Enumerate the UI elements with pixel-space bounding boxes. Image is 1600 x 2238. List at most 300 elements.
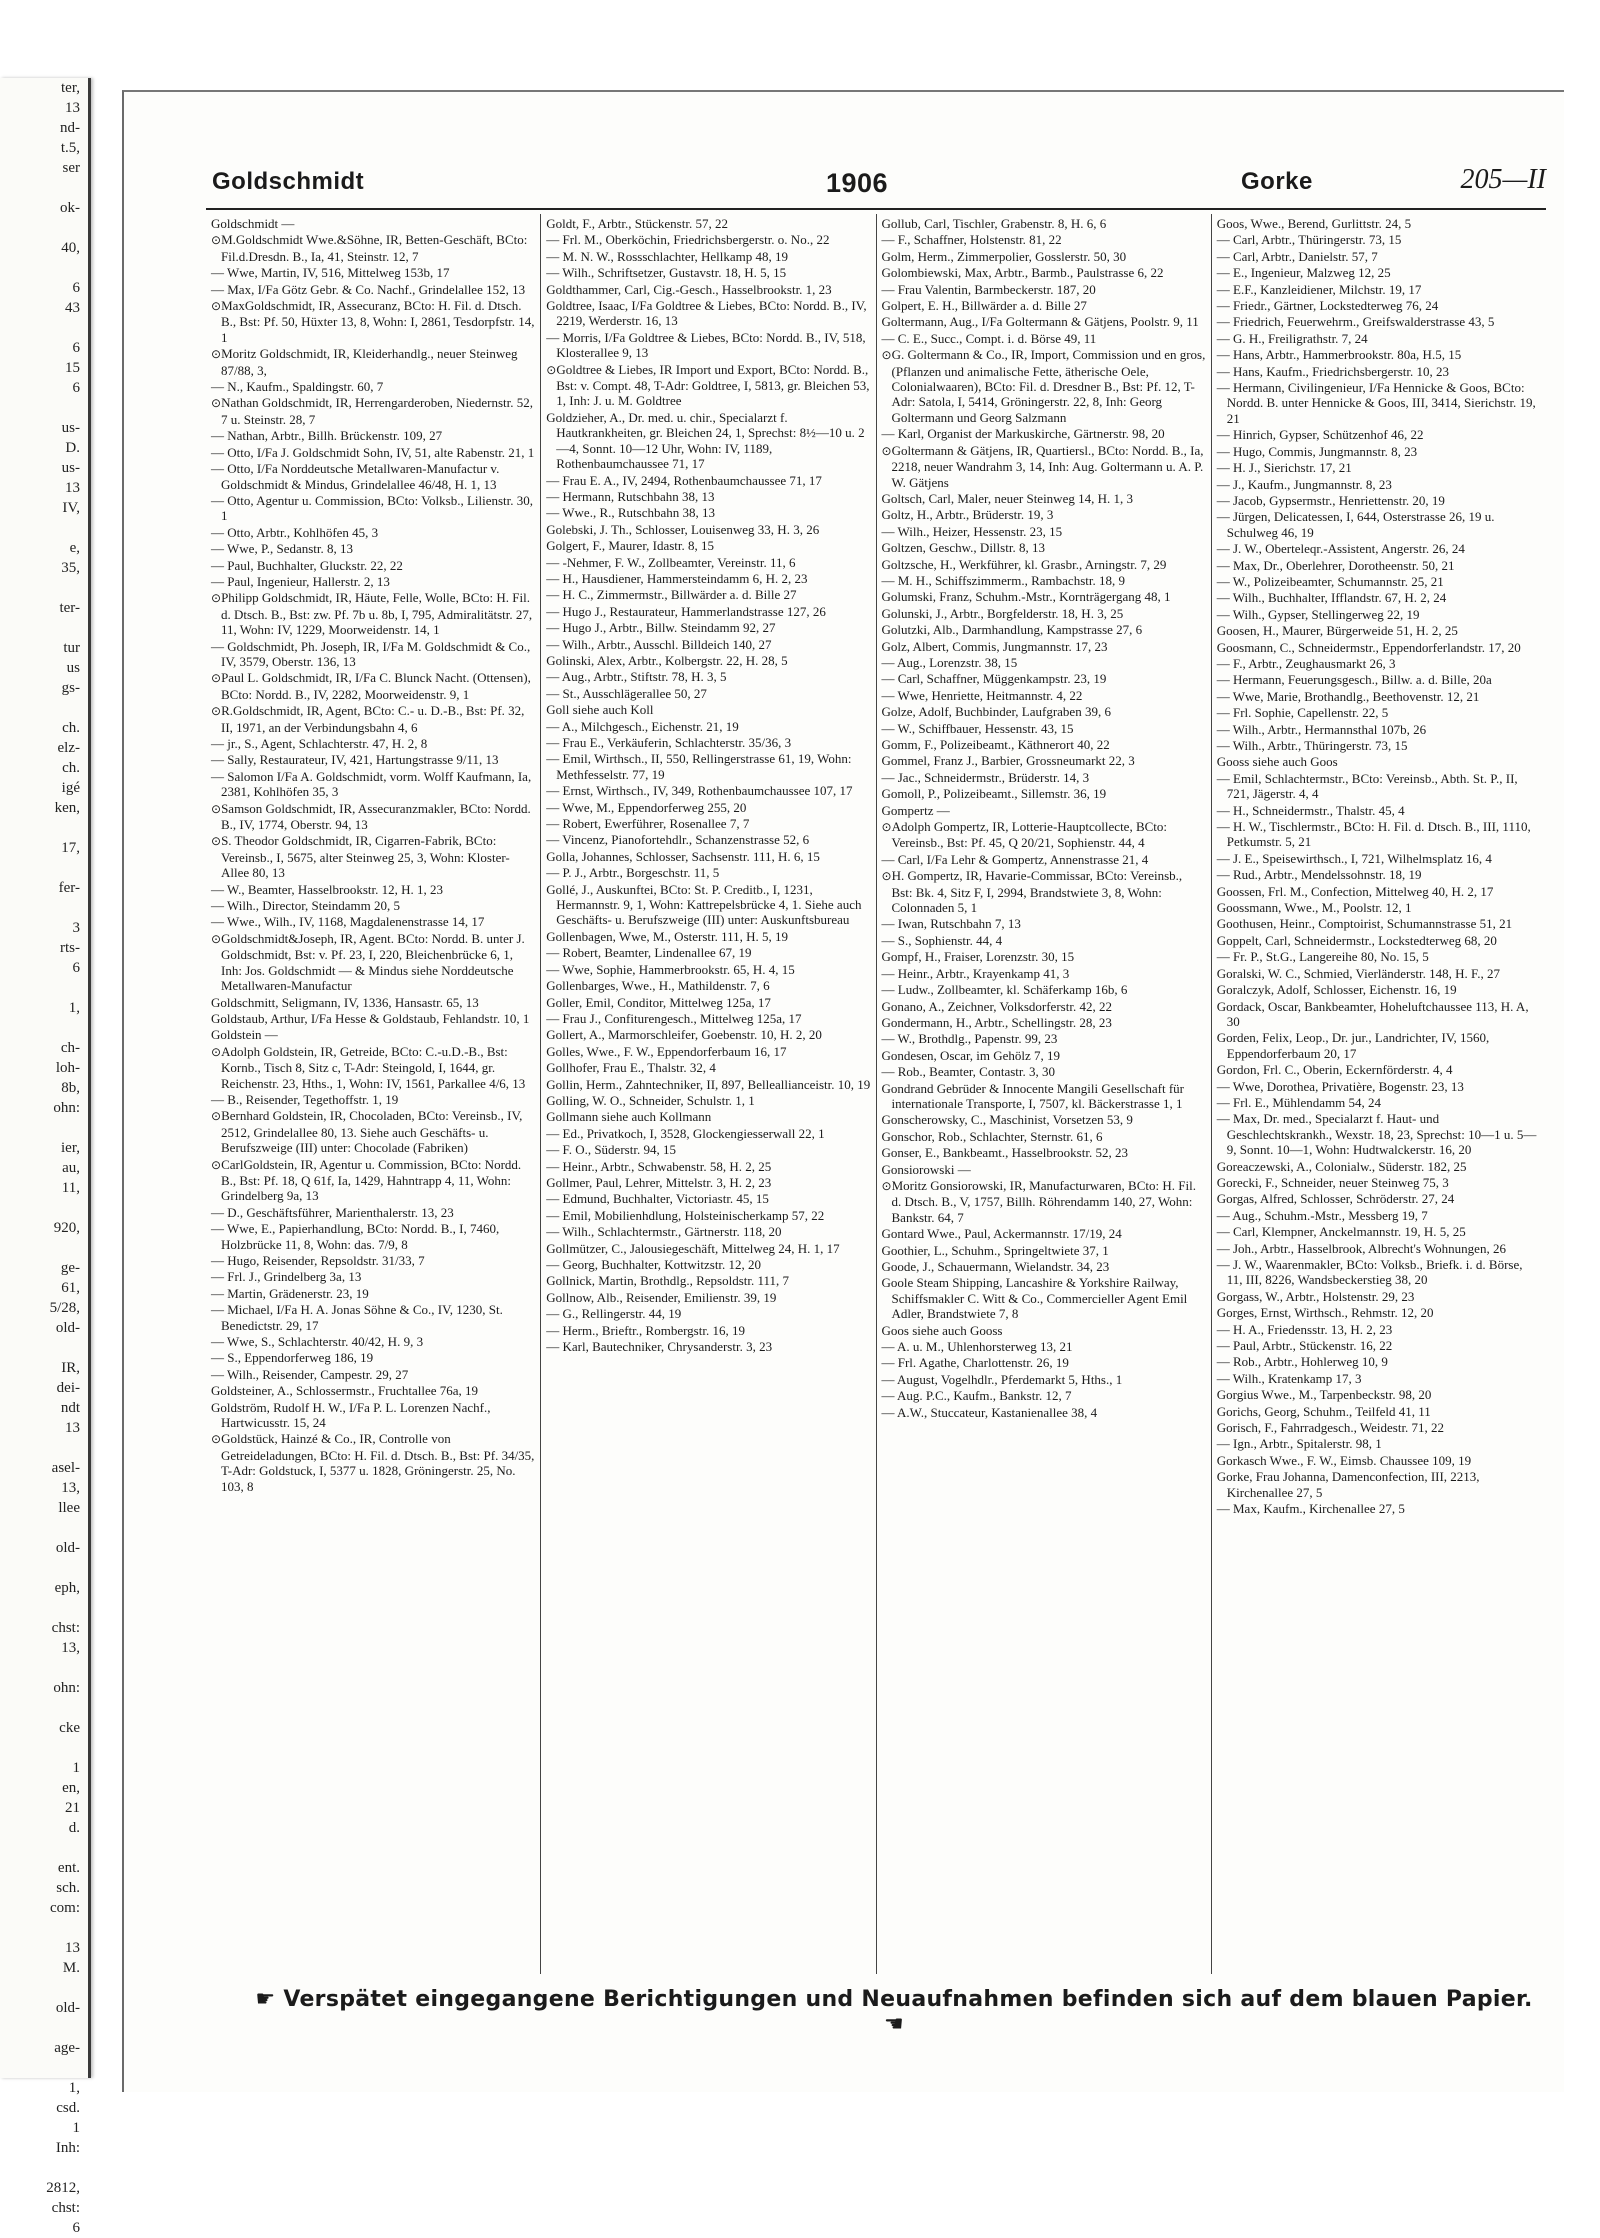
directory-entry: — Carl, Schaffner, Müggenkampstr. 23, 19	[881, 671, 1107, 687]
margin-fragment: dei-	[56, 1380, 80, 1396]
directory-entry: — A.W., Stuccateur, Kastanienallee 38, 4	[881, 1404, 1098, 1420]
margin-fragment: 40,	[61, 240, 80, 256]
directory-entry: Goldschmitt, Seligmann, IV, 1336, Hansastr. 65, 13	[211, 994, 479, 1010]
directory-entry: ⊙ H. Gompertz, IR, Havarie-Commissar, BCto: Vereinsb., Bst: Bk. 4, Sitz F, I, 2994, Brandstwiete 3, 8, Wohn: Colonnaden 5, 1	[882, 868, 1206, 915]
directory-entry: — Jacob, Gypsermstr., Henriettenstr. 20, 19	[1216, 492, 1445, 508]
directory-entry: — W., Polizeibeamter, Schumannstr. 25, 21	[1216, 573, 1444, 589]
directory-entry: ⊙ Goltermann & Gätjens, IR, Quartiersl., BCto: Nordd. B., Ia, 2218, neuer Wandrahm 3, 14, Inh: Aug. Goltermann u. A. P. W. Gätjens	[882, 443, 1206, 490]
margin-fragment: 1	[72, 2120, 80, 2136]
margin-fragment: 5/28,	[49, 1300, 80, 1316]
directory-entry: Gollhofer, Frau E., Thalstr. 32, 4	[546, 1060, 716, 1076]
directory-entry: — Wwe, Marie, Brothandlg., Beethovenstr. 12, 21	[1216, 688, 1480, 704]
margin-fragment	[0, 1198, 88, 1218]
directory-entry: — Emil, Wirthsch., II, 550, Rellingerstrasse 61, 19, Wohn: Methfesselstr. 77, 19	[546, 751, 852, 782]
directory-entry: Gorkasch Wwe., F. W., Eimsb. Chaussee 109, 19	[1216, 1452, 1472, 1468]
directory-entry: — Wilh., Arbtr., Ausschl. Billdeich 140, 27	[546, 636, 772, 652]
margin-fragment: 1,	[68, 1000, 80, 1016]
directory-entry: — Carl, Klempner, Anckelmannstr. 19, H. 5, 25	[1216, 1224, 1466, 1240]
margin-fragment	[0, 518, 88, 538]
margin-fragment	[0, 1658, 88, 1678]
directory-entry: Goltzsche, H., Werkführer, kl. Grasbr., Arningstr. 7, 29	[881, 556, 1167, 572]
directory-entry: Goldsteiner, A., Schlossermstr., Fruchtallee 76a, 19	[211, 1383, 479, 1399]
margin-fragment: old-	[55, 1540, 80, 1556]
margin-fragment: gs-	[61, 680, 80, 696]
directory-entry: Goole Steam Shipping, Lancashire & Yorkshire Railway, Schiffsmakler C. Witt & Co., Commercieller Agent Emil Adler, Brandstwiete 7, 8	[881, 1275, 1188, 1322]
directory-entry: — A. u. M., Uhlenhorsterweg 13, 21	[881, 1339, 1073, 1355]
directory-entry: Gommel, Franz J., Barbier, Grossneumarkt 22, 3	[881, 753, 1135, 769]
margin-fragment	[0, 698, 88, 718]
directory-entry: — P. J., Arbtr., Borgeschstr. 11, 5	[546, 865, 720, 881]
margin-fragment: ser	[62, 160, 80, 176]
directory-entry: — Paul, Buchhalter, Gluckstr. 22, 22	[211, 557, 403, 573]
directory-entry: — Hans, Kaufm., Friedrichsbergerstr. 10, 23	[1216, 363, 1450, 379]
directory-entry: — Wwe., Wilh., IV, 1168, Magdalenenstrasse 14, 17	[211, 914, 485, 930]
margin-fragment	[0, 1698, 88, 1718]
margin-fragment: asel-	[51, 1460, 80, 1476]
margin-fragment: 35,	[61, 560, 80, 576]
directory-entry: — Wilh., Schriftsetzer, Gustavstr. 18, H. 5, 15	[546, 265, 787, 281]
margin-fragment	[0, 2158, 88, 2178]
directory-entry: — F. O., Süderstr. 94, 15	[546, 1142, 676, 1158]
margin-fragment: 21	[65, 1800, 80, 1816]
margin-fragment: Inh:	[55, 2140, 80, 2156]
margin-fragment: ter,	[61, 80, 80, 96]
directory-entry: Gomoll, P., Polizeibeamt., Sillemstr. 36, 19	[881, 786, 1107, 802]
margin-fragment: loh-	[55, 1060, 80, 1076]
directory-entry: Golling, W. O., Schneider, Schulstr. 1, 1	[546, 1092, 755, 1108]
margin-fragment: 17,	[61, 840, 80, 856]
directory-column-4	[1211, 214, 1546, 1974]
directory-entry: — F., Arbtr., Zeughausmarkt 26, 3	[1216, 655, 1396, 671]
directory-entry: Goldschmidt —	[211, 216, 295, 231]
directory-entry: Gorgass, W., Arbtr., Holstenstr. 29, 23	[1216, 1288, 1415, 1304]
directory-entry: Gondermann, H., Arbtr., Schellingstr. 28, 23	[881, 1014, 1112, 1030]
directory-entry: — N., Kaufm., Spaldingstr. 60, 7	[211, 379, 384, 395]
margin-fragment: fer-	[58, 880, 80, 896]
directory-entry: — Robert, Beamter, Lindenallee 67, 19	[546, 945, 752, 961]
directory-entry: — Frl. M., Oberköchin, Friedrichsbergerstr. o. No., 22	[546, 232, 830, 248]
directory-entry: — S., Eppendorferweg 186, 19	[211, 1350, 374, 1366]
directory-entry: — Hermann, Rutschbahn 38, 13	[546, 488, 715, 504]
margin-fragment	[0, 578, 88, 598]
margin-fragment: IV,	[62, 500, 80, 516]
directory-entry: Gompf, H., Fraiser, Lorenzstr. 30, 15	[881, 949, 1075, 965]
directory-entry: ⊙ Goldtree & Liebes, IR Import und Export, BCto: Nordd. B., Bst: v. Compt. 48, T-Adr: Goldtree, I, 5813, gr. Bleichen 53, 1, Inh: J. u. M. Goldtree	[546, 362, 870, 409]
directory-column-1	[206, 214, 540, 1974]
margin-fragment	[0, 178, 88, 198]
directory-entry: — H., Schneidermstr., Thalstr. 45, 4	[1216, 802, 1405, 818]
margin-fragment: ch-	[60, 1040, 80, 1056]
directory-entry: ⊙ Nathan Goldschmidt, IR, Herrengarderoben, Niedernstr. 52, 7 u. Steinstr. 28, 7	[211, 395, 535, 427]
directory-entry: Gollé, J., Auskunftei, BCto: St. P. Creditb., I, 1231, Hermannstr. 9, 1, Wohn: Kattrepelsbrücke 4, 1. Siehe auch Geschäfts- u. Berufszweige (III) unter: Auskunftsbureau	[546, 881, 862, 928]
directory-entry: — M. H., Schiffszimmerm., Rambachstr. 18, 9	[881, 572, 1125, 588]
margin-fragment: ier,	[61, 1140, 80, 1156]
directory-entry: Goothusen, Heinr., Comptoirist, Schumannstrasse 51, 21	[1216, 916, 1513, 932]
directory-entry: — Frau E. A., IV, 2494, Rothenbaumchaussee 71, 17	[546, 472, 822, 488]
directory-entry: — Rud., Arbtr., Mendelssohnstr. 18, 19	[1216, 867, 1422, 883]
directory-entry: Gonsiorowski —	[881, 1161, 971, 1177]
directory-entry: Golutzki, Alb., Darmhandlung, Kampstrasse 27, 6	[881, 622, 1143, 638]
margin-fragment: us	[66, 660, 80, 676]
directory-entry: — Joh., Arbtr., Hasselbrook, Albrecht's Wohnungen, 26	[1216, 1240, 1506, 1256]
directory-entry: — Karl, Bautechniker, Chrysanderstr. 3, 23	[546, 1339, 773, 1355]
directory-entry: — Otto, Arbtr., Kohlhöfen 45, 3	[211, 524, 379, 540]
directory-entry: — Carl, Arbtr., Thüringerstr. 73, 15	[1216, 232, 1402, 248]
directory-entry: ⊙ S. Theodor Goldschmidt, IR, Cigarren-Fabrik, BCto: Vereinsb., I, 5675, alter Steinweg 25, 3, Wohn: Kloster-Allee 80, 13	[211, 833, 535, 880]
directory-entry: Gordack, Oscar, Bankbeamter, Hoheluftchaussee 113, H. A, 30	[1216, 998, 1529, 1029]
directory-entry: — Heinr., Arbtr., Krayenkamp 41, 3	[881, 965, 1070, 981]
directory-entry: — Frl. J., Grindelberg 3a, 13	[211, 1269, 362, 1285]
directory-entry: — Wilh., Heizer, Hessenstr. 23, 15	[881, 523, 1063, 539]
directory-entry: — Frl. Sophie, Capellenstr. 22, 5	[1216, 705, 1389, 721]
directory-entry: Goldström, Rudolf H. W., I/Fa P. L. Lorenzen Nachf., Hartwicusstr. 15, 24	[211, 1399, 491, 1431]
directory-entry: — B., Reisender, Tegethoffstr. 1, 19	[211, 1091, 399, 1107]
directory-entry: Golm, Herm., Zimmerpolier, Gosslerstr. 50, 30	[881, 248, 1127, 264]
margin-fragment: 13,	[61, 1480, 80, 1496]
directory-entry: — Robert, Ewerführer, Rosenallee 7, 7	[546, 816, 750, 832]
directory-entry: — F., Schaffner, Holstenstr. 81, 22	[881, 232, 1062, 248]
margin-fragment: rts-	[60, 940, 80, 956]
directory-entry: — Martin, Grädenerstr. 23, 19	[211, 1285, 369, 1301]
margin-fragment: d.	[68, 1820, 80, 1836]
directory-entry: — Ludw., Zollbeamter, kl. Schäferkamp 16b, 6	[881, 982, 1128, 998]
pointing-hand-left-icon: ☚	[883, 2012, 905, 2037]
directory-entry: — Max, Kaufm., Kirchenallee 27, 5	[1216, 1501, 1405, 1517]
directory-entry: Gollnow, Alb., Reisender, Emilienstr. 39, 19	[546, 1289, 777, 1305]
margin-fragment: llee	[58, 1500, 80, 1516]
margin-fragment: 6	[72, 2220, 80, 2236]
directory-entry: Golpert, E. H., Billwärder a. d. Bille 27	[881, 298, 1087, 314]
directory-entry: Goode, J., Schauermann, Wielandstr. 34, 23	[881, 1259, 1110, 1274]
header-year: 1906	[826, 168, 889, 198]
directory-entry: Goosmann, C., Schneidermstr., Eppendorferlandstr. 17, 20	[1216, 639, 1521, 655]
directory-entry: — W., Brothdlg., Papenstr. 99, 23	[881, 1031, 1058, 1047]
directory-entry: Gomm, F., Polizeibeamt., Käthnerort 40, 22	[881, 737, 1110, 752]
margin-fragment: tur	[63, 640, 80, 656]
directory-entry: — Wwe, P., Sedanstr. 8, 13	[211, 541, 354, 557]
directory-entry: — Wwe, Sophie, Hammerbrookstr. 65, H. 4, 15	[546, 961, 795, 977]
directory-entry: Golebski, J. Th., Schlosser, Louisenweg 33, H. 3, 26	[546, 521, 820, 537]
directory-entry: Golz, Albert, Commis, Jungmannstr. 17, 23	[881, 638, 1108, 654]
directory-entry: — Frl. Agathe, Charlottenstr. 26, 19	[881, 1355, 1069, 1371]
directory-entry: ⊙ MaxGoldschmidt, IR, Assecuranz, BCto: H. Fil. d. Dtsch. B., Bst: Pf. 50, Hüxter 13, 8, Wohn: I, 2861, Tesdorpfstr. 14, 1	[211, 298, 535, 345]
directory-entry: — Otto, I/Fa Norddeutsche Metallwaren-Manufactur v. Goldschmidt & Mindus, Grindelallee 46/48, H. 1, 13	[211, 461, 500, 492]
directory-entry: — Wwe, Martin, IV, 516, Mittelweg 153b, 17	[211, 265, 450, 281]
directory-entry: — J. W., Oberteleqr.-Assistent, Angerstr. 26, 24	[1216, 541, 1465, 557]
margin-fragment: 61,	[61, 1280, 80, 1296]
directory-entry: Goll siehe auch Koll	[546, 702, 654, 718]
margin-fragment	[0, 1238, 88, 1258]
margin-fragment	[0, 1598, 88, 1618]
directory-entry: Gollmann siehe auch Kollmann	[546, 1109, 712, 1125]
directory-entry: — St., Ausschlägerallee 50, 27	[546, 685, 707, 701]
margin-fragment: eph,	[54, 1580, 80, 1596]
directory-entry: Gooss siehe auch Goos	[1216, 754, 1338, 770]
margin-fragment	[0, 898, 88, 918]
margin-fragment: ndt	[60, 1400, 80, 1416]
margin-fragment: e,	[69, 540, 80, 556]
directory-column-3	[876, 214, 1211, 1974]
directory-entry: — Heinr., Arbtr., Schwabenstr. 58, H. 2, 25	[546, 1158, 772, 1174]
page-number: 205—II	[1460, 164, 1546, 195]
directory-entry: — Otto, I/Fa J. Goldschmidt Sohn, IV, 51, alte Rabenstr. 21, 1	[211, 444, 535, 460]
margin-fragment: cke	[59, 1720, 80, 1736]
directory-entry: Golombiewski, Max, Arbtr., Barmb., Paulstrasse 6, 22	[881, 265, 1164, 281]
directory-entry: Goppelt, Carl, Schneidermstr., Lockstedterweg 68, 20	[1216, 932, 1497, 948]
directory-entry: Golla, Johannes, Schlosser, Sachsenstr. 111, H. 6, 15	[546, 848, 820, 864]
directory-entry: Gorke, Frau Johanna, Damenconfection, III, 2213, Kirchenallee 27, 5	[1216, 1469, 1480, 1500]
directory-entry: — Hinrich, Gypser, Schützenhof 46, 22	[1216, 427, 1424, 443]
directory-entry: — Wilh., Schlachtermstr., Gärtnerstr. 118, 20	[546, 1224, 782, 1240]
directory-entry: ⊙ Goldstück, Hainzé & Co., IR, Controlle von Getreideladungen, BCto: H. Fil. d. Dtsch. B., Bst: Pf. 34/35, T-Adr: Goldstuck, I, 5377 u. 1828, Gröningerstr. 25, No. 103, 8	[211, 1431, 535, 1494]
margin-fragment: 13	[65, 480, 80, 496]
directory-entry: — Hermann, Civilingenieur, I/Fa Hennicke & Goos, BCto: Nordd. B. unter Hennicke & Goos, III, 3414, Sierichstr. 19, 21	[1216, 380, 1536, 426]
margin-fragment	[0, 398, 88, 418]
directory-entry: Golunski, J., Arbtr., Borgfelderstr. 18, H. 3, 25	[881, 605, 1124, 621]
margin-fragment: ohn:	[53, 1100, 80, 1116]
directory-entry: — Jac., Schneidermstr., Brüderstr. 14, 3	[881, 769, 1090, 785]
directory-entry: — Wilh., Buchhalter, Ifflandstr. 67, H. 2, 24	[1216, 590, 1447, 606]
directory-entry: — D., Geschäftsführer, Marienthalerstr. 13, 23	[211, 1204, 454, 1220]
directory-entry: — Karl, Organist der Markuskirche, Gärtnerstr. 98, 20	[881, 426, 1165, 442]
pointing-hand-icon: ☛	[255, 1987, 276, 2012]
directory-entry: — Paul, Ingenieur, Hallerstr. 2, 13	[211, 573, 390, 589]
directory-entry: Gonschor, Rob., Schlachter, Sternstr. 61, 6	[881, 1128, 1103, 1144]
directory-entry: — Wwe, Dorothea, Privatière, Bogenstr. 23, 13	[1216, 1078, 1464, 1094]
directory-entry: — M. N. W., Rossschlachter, Hellkamp 48, 19	[546, 248, 789, 264]
directory-entry: — Wwe, E., Papierhandlung, BCto: Nordd. B., I, 7460, Holzbrücke 11, 8, Wohn: das. 7/9, 8	[211, 1221, 500, 1252]
directory-entry: Gorden, Felix, Leop., Dr. jur., Landrichter, IV, 1560, Eppendorferbaum 20, 17	[1216, 1030, 1490, 1061]
directory-entry: Gollert, A., Marmorschleifer, Goebenstr. 10, H. 2, 20	[546, 1027, 822, 1043]
directory-entry: — Morris, I/Fa Goldtree & Liebes, BCto: Nordd. B., IV, 518, Klosterallee 9, 13	[546, 329, 866, 361]
directory-entry: — Vincenz, Pianofortehdlr., Schanzenstrasse 52, 6	[546, 832, 810, 848]
directory-entry: Goltermann, Aug., I/Fa Goltermann & Gätjens, Poolstr. 9, 11	[881, 314, 1199, 330]
directory-entry: ⊙ Adolph Goldstein, IR, Getreide, BCto: C.-u.D.-B., Bst: Kornb., Tisch 8, Sitz c, T-Adr: Steingold, I, 1644, gr. Reichenstr. 23, Hths., 1, Wohn: IV, 1561, Parkallee 4/6, 13	[211, 1044, 535, 1091]
directory-entry: — Wilh., Kratenkamp 17, 3	[1216, 1370, 1362, 1386]
directory-entry: ⊙ Adolph Gompertz, IR, Lotterie-Hauptcollecte, BCto: Vereinsb., Bst: Pf. 45, Q 20/21, Sophienstr. 44, 4	[882, 819, 1206, 851]
margin-fragment: 13	[65, 1420, 80, 1436]
directory-entry: — Paul, Arbtr., Stückenstr. 16, 22	[1216, 1338, 1393, 1354]
directory-entry: — Wilh., Director, Steindamm 20, 5	[211, 898, 400, 914]
directory-entry: — Aug., Arbtr., Stiftstr. 78, H. 3, 5	[546, 669, 727, 685]
directory-entry: — August, Vogelhdlr., Pferdemarkt 5, Hths., 1	[881, 1371, 1123, 1387]
margin-fragment: nd-	[60, 120, 80, 136]
margin-fragment	[0, 2018, 88, 2038]
directory-columns	[206, 214, 1546, 1974]
margin-fragment: 1	[72, 1760, 80, 1776]
margin-fragment	[0, 218, 88, 238]
margin-fragment	[0, 618, 88, 638]
directory-entry: — E.F., Kanzleidiener, Milchstr. 19, 17	[1216, 281, 1422, 297]
margin-fragment	[0, 1438, 88, 1458]
margin-fragment: ohn:	[53, 1680, 80, 1696]
margin-fragment: us-	[61, 460, 80, 476]
margin-fragment: 15	[65, 360, 80, 376]
margin-fragment: 13	[65, 100, 80, 116]
directory-entry: — Goldschmidt, Ph. Joseph, IR, I/Fa M. Goldschmidt & Co., IV, 3579, Oberstr. 136, 13	[211, 638, 531, 669]
margin-fragment	[0, 258, 88, 278]
directory-entry: — J. W., Waarenmakler, BCto: Volksb., Briefk. i. d. Börse, 11, III, 8226, Wandsbeckerstieg 38, 20	[1216, 1257, 1523, 1288]
directory-entry: — Emil, Schlachtermstr., BCto: Vereinsb., Abth. St. P., II, 721, Jägerstr. 4, 4	[1216, 770, 1518, 802]
directory-entry: — Carl, I/Fa Lehr & Gompertz, Annenstrasse 21, 4	[881, 851, 1149, 867]
directory-entry: Gonano, A., Zeichner, Volksdorferstr. 42, 22	[881, 998, 1112, 1014]
directory-entry: — Nathan, Arbtr., Billh. Brückenstr. 109, 27	[211, 428, 443, 444]
directory-entry: Goossen, Frl. M., Confection, Mittelweg 40, H. 2, 17	[1216, 883, 1494, 899]
directory-entry: — S., Sophienstr. 44, 4	[881, 932, 1003, 948]
directory-entry: Golgert, F., Maurer, Idastr. 8, 15	[546, 538, 715, 554]
directory-entry: ⊙ G. Goltermann & Co., IR, Import, Commission und en gros, (Pflanzen und animalische Fette, ätherische Oele, Colonialwaaren), BCto: Fil. d. Dresdner B., Bst: Pf. 12, T-Adr: Satola, I, 5414, Gröningerstr. 22, 8, Inh: Georg Goltermann und Georg Salzmann	[882, 347, 1206, 425]
directory-entry: — Wilh., Arbtr., Thüringerstr. 73, 15	[1216, 738, 1408, 753]
margin-fragment: age-	[54, 2040, 80, 2056]
directory-entry: — Salomon I/Fa A. Goldschmidt, vorm. Wolff Kaufmann, Ia, 2381, Kohlhöfen 35, 3	[211, 768, 532, 800]
margin-fragment: t.5,	[60, 140, 80, 156]
directory-entry: — Edmund, Buchhalter, Victoriastr. 45, 15	[546, 1191, 769, 1207]
directory-entry: — Frl. E., Mühlendamm 54, 24	[1216, 1094, 1382, 1110]
directory-entry: Goothier, L., Schuhm., Springeltwiete 37, 1	[881, 1242, 1109, 1258]
directory-entry: Gorges, Ernst, Wirthsch., Rehmstr. 12, 20	[1216, 1305, 1434, 1321]
directory-entry: — Aug., Lorenzstr. 38, 15	[881, 654, 1018, 670]
margin-fragment: au,	[62, 1160, 80, 1176]
margin-fragment: chst:	[51, 1620, 80, 1636]
directory-entry: Gontard Wwe., Paul, Ackermannstr. 17/19, 24	[881, 1226, 1122, 1242]
directory-entry: — G. H., Freiligrathstr. 7, 24	[1216, 330, 1368, 346]
footer-text: Verspätet eingegangene Berichtigungen und Neuaufnahmen befinden sich auf dem blauen Papier.	[283, 1987, 1533, 2012]
directory-entry: Gonscherowsky, C., Maschinist, Vorsetzen 53, 9	[881, 1112, 1133, 1128]
directory-entry: — W., Schiffbauer, Hessenstr. 43, 15	[881, 720, 1074, 736]
directory-entry: Gorecki, F., Schneider, neuer Steinweg 75, 3	[1216, 1174, 1449, 1190]
margin-fragment	[0, 1118, 88, 1138]
directory-entry: — Frau J., Confiturengesch., Mittelweg 125a, 17	[546, 1010, 802, 1026]
directory-entry: ⊙ Moritz Gonsiorowski, IR, Manufacturwaren, BCto: H. Fil. d. Dtsch. B., V, 1757, Billh. Röhrendamm 140, 27, Wohn: Bankstr. 64, 7	[882, 1178, 1206, 1225]
directory-entry: — Carl, Arbtr., Danielstr. 57, 7	[1216, 248, 1378, 264]
directory-entry: — Ign., Arbtr., Spitalerstr. 98, 1	[1216, 1436, 1382, 1452]
margin-fragment: igé	[61, 780, 80, 796]
directory-entry: Gorgas, Alfred, Schlosser, Schröderstr. 27, 24	[1216, 1191, 1455, 1207]
margin-fragment	[0, 1558, 88, 1578]
directory-entry: Gorisch, F., Fahrradgesch., Weidestr. 71, 22	[1216, 1420, 1445, 1436]
margin-fragment: 1,	[68, 2080, 80, 2096]
directory-entry: — Aug., Schuhm.-Mstr., Messberg 19, 7	[1216, 1207, 1428, 1223]
directory-entry: Gollin, Herm., Zahntechniker, II, 897, Belleallianceistr. 10, 19	[546, 1076, 871, 1092]
directory-entry: ⊙ Goldschmidt&Joseph, IR, Agent. BCto: Nordd. B. unter J. Goldschmidt, Bst: v. Pf. 23, I, 220, Bleichenbrücke 6, 1, Inh: Jos. Goldschmidt — & Mindus siehe Norddeutsche Metallwaren-Manufactur	[211, 931, 535, 994]
directory-entry: Goldstaub, Arthur, I/Fa Hesse & Goldstaub, Fehlandstr. 10, 1	[211, 1010, 530, 1026]
directory-entry: — Ed., Privatkoch, I, 3528, Glockengiesserwall 22, 1	[546, 1125, 825, 1141]
header-last-name: Gorke	[1241, 168, 1313, 195]
directory-entry: Goralski, W. C., Schmied, Vierländerstr. 148, H. F., 27	[1216, 965, 1500, 981]
margin-fragment	[0, 1918, 88, 1938]
directory-entry: — Frau E., Verkäuferin, Schlachterstr. 35/36, 3	[546, 735, 792, 750]
directory-entry: — Friedrich, Feuerwehrm., Greifswalderstrasse 43, 5	[1216, 314, 1495, 330]
directory-entry: Gollenbarges, Wwe., H., Mathildenstr. 7, 6	[546, 978, 770, 994]
page-header	[206, 162, 1546, 210]
margin-fragment: 43	[65, 300, 80, 316]
directory-entry: — -Nehmer, F. W., Zollbeamter, Vereinstr. 11, 6	[546, 554, 796, 570]
margin-fragment: old-	[55, 1320, 80, 1336]
directory-entry: — H. J., Sierichstr. 17, 21	[1216, 460, 1352, 476]
directory-entry: — Fr. P., St.G., Langereihe 80, No. 15, 5	[1216, 949, 1429, 965]
margin-fragment: com:	[50, 1900, 80, 1916]
directory-entry: Goos, Wwe., Berend, Gurlittstr. 24, 5	[1216, 216, 1412, 231]
directory-entry: — H., Hausdiener, Hammersteindamm 6, H. 2, 23	[546, 570, 808, 586]
directory-entry: — Michael, I/Fa H. A. Jonas Söhne & Co., IV, 1230, St. Benedictstr. 29, 17	[211, 1302, 503, 1333]
margin-fragment: 8b,	[61, 1080, 80, 1096]
margin-fragment: ken,	[54, 800, 80, 816]
directory-entry: — Frau Valentin, Barmbeckerstr. 187, 20	[881, 281, 1096, 297]
directory-entry: Gollub, Carl, Tischler, Grabenstr. 8, H. 6, 6	[881, 216, 1107, 231]
directory-entry: Goldt, F., Arbtr., Stückenstr. 57, 22	[546, 216, 728, 231]
directory-entry: Gompertz —	[881, 802, 950, 818]
margin-fragment: sch.	[56, 1880, 80, 1896]
margin-fragment: 13	[65, 1940, 80, 1956]
directory-entry: Goldthammer, Carl, Cig.-Gesch., Hasselbrookstr. 1, 23	[546, 281, 832, 297]
directory-entry: — Hugo, Commis, Jungmannstr. 8, 23	[1216, 443, 1418, 459]
margin-fragment: ch.	[62, 760, 80, 776]
margin-fragment	[0, 1018, 88, 1038]
directory-column-2	[540, 214, 875, 1974]
directory-entry: — Max, Dr., Oberlehrer, Dorotheenstr. 50, 21	[1216, 557, 1455, 573]
directory-entry: — Wwe., R., Rutschbahn 38, 13	[546, 505, 715, 521]
margin-fragment	[0, 2058, 88, 2078]
margin-fragment	[0, 1338, 88, 1358]
directory-entry: ⊙ R.Goldschmidt, IR, Agent, BCto: C.- u. D.-B., Bst: Pf. 32, II, 1971, an der Verbindungsbahn 4, 6	[211, 703, 535, 735]
directory-entry: — Ernst, Wirthsch., IV, 349, Rothenbaumchaussee 107, 17	[546, 783, 853, 799]
header-first-name: Goldschmidt	[212, 168, 365, 195]
margin-fragment: 3	[72, 920, 80, 936]
directory-entry: ⊙ Bernhard Goldstein, IR, Chocoladen, BCto: Vereinsb., IV, 2512, Grindelallee 80, 13. Siehe auch Geschäfts- u. Berufszweige (III) unter: Chocolade (Fabriken)	[211, 1108, 535, 1155]
margin-fragment	[0, 318, 88, 338]
footer-notice	[244, 1987, 1544, 2037]
margin-fragment: ter-	[59, 600, 80, 616]
margin-fragment	[0, 1518, 88, 1538]
directory-entry: Gollenbagen, Wwe, M., Osterstr. 111, H. 5, 19	[546, 928, 789, 944]
directory-entry: Goltsch, Carl, Maler, neuer Steinweg 14, H. 1, 3	[881, 490, 1133, 506]
directory-entry: Golze, Adolf, Buchbinder, Laufgraben 39, 6	[881, 704, 1111, 720]
margin-fragment: 13,	[61, 1640, 80, 1656]
margin-fragment: M.	[62, 1960, 80, 1976]
directory-entry: — Max, Dr. med., Specialarzt f. Haut- und Geschlechtskrankh., Wexstr. 18, 23, Sprechst: 10—1 u. 5—9, Sonnt. 10—1, Wohn: Hudtwalckerstr. 16, 20	[1216, 1111, 1537, 1158]
margin-fragment: en,	[62, 1780, 80, 1796]
directory-entry: — A., Milchgesch., Eichenstr. 21, 19	[546, 718, 739, 734]
directory-entry: — W., Beamter, Hasselbrookstr. 12, H. 1, 23	[211, 881, 444, 897]
margin-fragment	[0, 818, 88, 838]
directory-entry: Goos siehe auch Gooss	[881, 1322, 1003, 1338]
margin-fragment: 11,	[61, 1180, 80, 1196]
directory-entry: ⊙ CarlGoldstein, IR, Agentur u. Commission, BCto: Nordd. B., Bst: Pf. 18, Q 61f, Ia, 1429, Hahntrapp 4, 11, Wohn: Grindelberg 9a, 13	[211, 1157, 535, 1204]
directory-entry: — E., Ingenieur, Malzweg 12, 25	[1216, 265, 1391, 281]
margin-fragment: ent.	[57, 1860, 80, 1876]
margin-fragment	[0, 1838, 88, 1858]
directory-entry: Goralczyk, Adolf, Schlosser, Eichenstr. 16, 19	[1216, 982, 1457, 998]
directory-entry: — Sally, Restaurateur, IV, 421, Hartungstrasse 9/11, 13	[211, 752, 499, 768]
directory-entry: Goldzieher, A., Dr. med. u. chir., Specialarzt f. Hautkrankheiten, gr. Bleichen 24, 1, Sprechst: 8½—10 u. 2—4, Sonnt. 10—12 Uhr, Wohn: IV, 1189, Rothenbaumchaussee 71, 17	[546, 409, 865, 472]
margin-fragment: 6	[72, 960, 80, 976]
margin-fragment: 2812,	[46, 2180, 80, 2196]
directory-entry: — Friedr., Gärtner, Lockstedterweg 76, 24	[1216, 298, 1439, 314]
directory-entry: — H. W., Tischlermstr., BCto: H. Fil. d. Dtsch. B., III, 1110, Petkumstr. 5, 21	[1216, 819, 1531, 850]
margin-fragment: 6	[72, 340, 80, 356]
margin-fragment: us-	[61, 420, 80, 436]
directory-entry: Gonser, E., Bankbeamt., Hasselbrookstr. 52, 23	[881, 1145, 1128, 1161]
margin-fragment: IR,	[61, 1360, 80, 1376]
directory-entry: — Iwan, Rutschbahn 7, 13	[881, 916, 1021, 932]
directory-entry: — Hugo, Reisender, Repsoldstr. 31/33, 7	[211, 1253, 425, 1268]
directory-entry: — Wilh., Gypser, Stellingerweg 22, 19	[1216, 606, 1420, 622]
directory-entry: ⊙ Philipp Goldschmidt, IR, Häute, Felle, Wolle, BCto: H. Fil. d. Dtsch. B., Bst: zw. Pf. 7b u. 8b, I, 795, Admiralitätstr. 27, 11, Wohn: IV, 1229, Moorweidenstr. 14, 1	[211, 590, 535, 637]
directory-entry: Gorichs, Georg, Schuhm., Teilfeld 41, 11	[1216, 1403, 1431, 1419]
directory-entry: Goossmann, Wwe., M., Poolstr. 12, 1	[1216, 900, 1412, 916]
directory-entry: — Wwe, S., Schlachterstr. 40/42, H. 9, 3	[211, 1334, 424, 1350]
directory-page	[122, 90, 1564, 2092]
